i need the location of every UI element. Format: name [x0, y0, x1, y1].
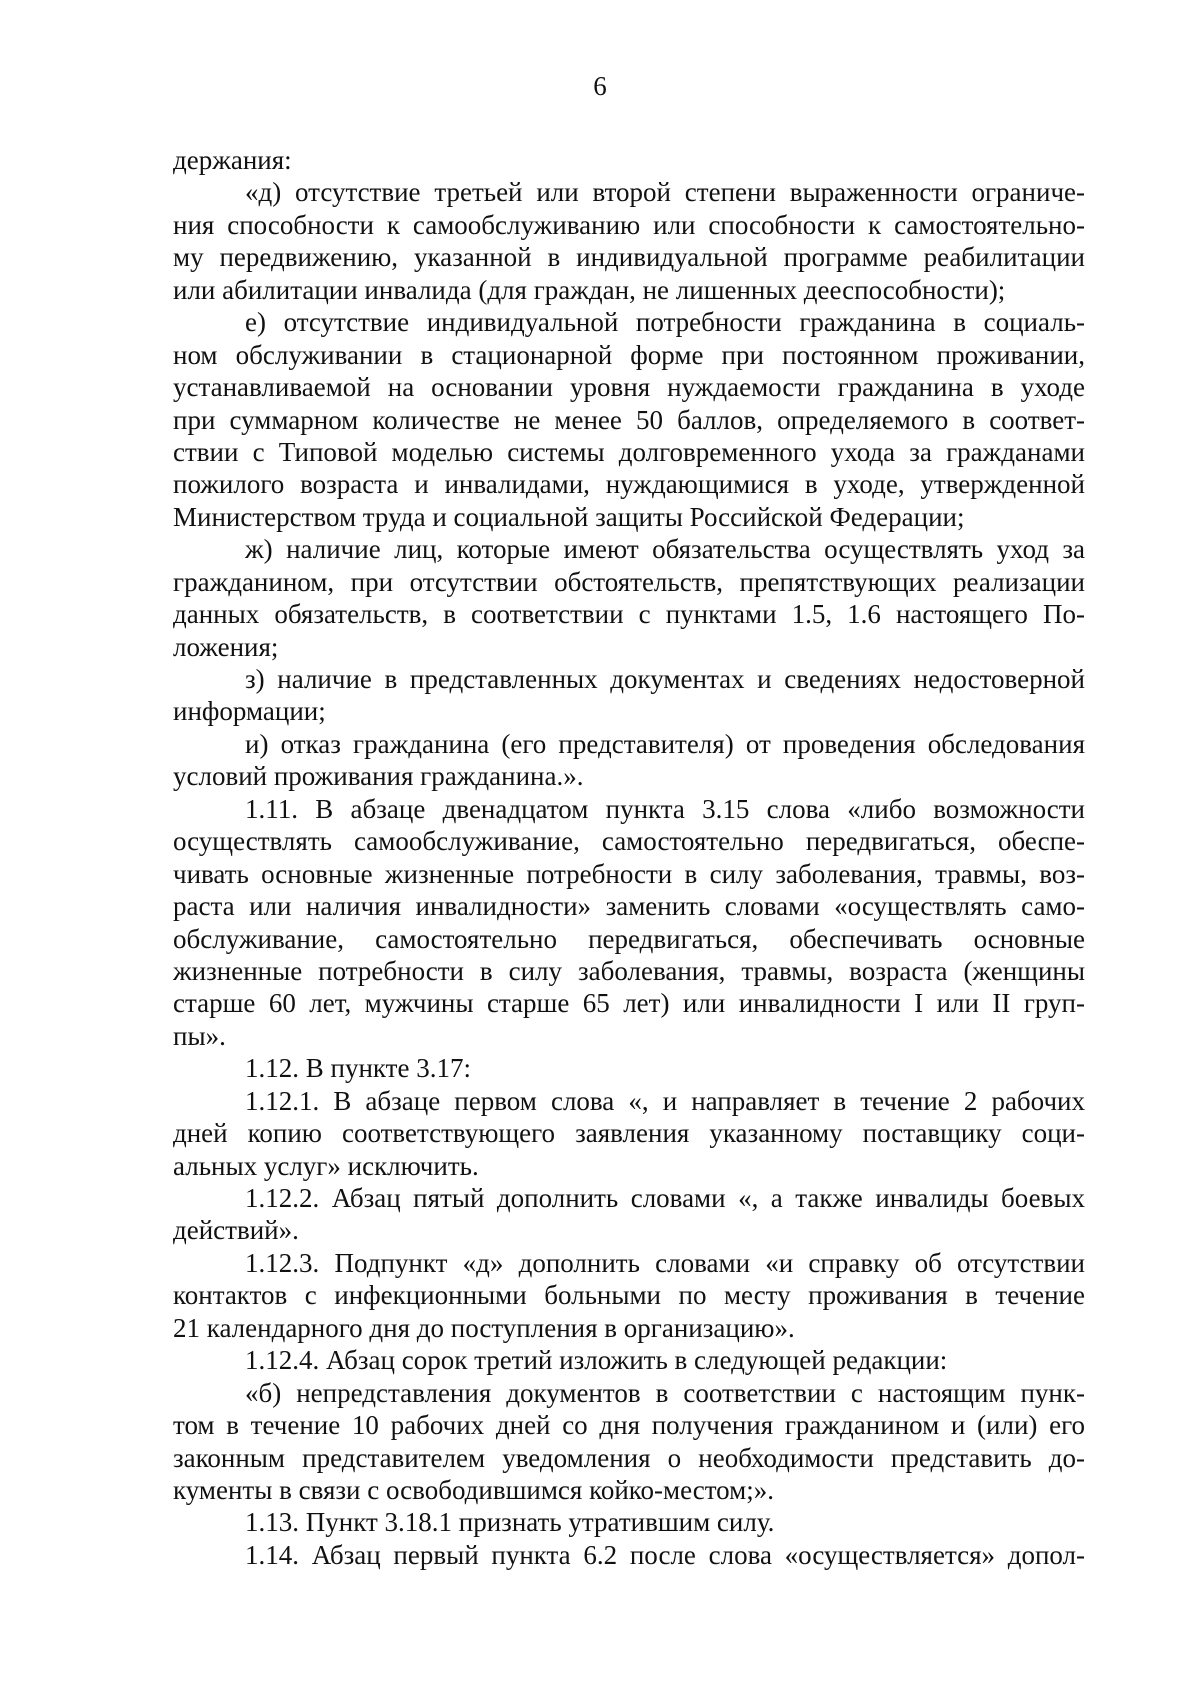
text-line: 1.12.2. Абзац пятый дополнить словами «, а также инвалиды боевых: [245, 1183, 1085, 1213]
text-line: данных обязательств, в соответствии с пунктами 1.5, 1.6 настоящего По-: [173, 599, 1085, 630]
text-line: гражданином, при отсутствии обстоятельств, препятствующих реализации: [173, 566, 1085, 597]
text-line: или абилитации инвалида (для граждан, не лишенных дееспособности);: [173, 274, 1006, 305]
text-line: действий».: [173, 1215, 299, 1246]
text-line: «б) непредставления документов в соответствии с настоящим пунк-: [245, 1377, 1085, 1408]
text-line: му передвижению, указанной в индивидуальной программе реабилитации: [173, 242, 1085, 273]
text-line: ствии с Типовой моделью системы долговременного ухода за гражданами: [173, 436, 1085, 467]
text-line: ложения;: [173, 631, 279, 662]
text-line: контактов с инфекционными больными по месту проживания в течение: [173, 1280, 1085, 1311]
text-line: 21 календарного дня до поступления в организацию».: [173, 1312, 795, 1343]
page-number: 6: [593, 71, 607, 101]
text-line: чивать основные жизненные потребности в силу заболевания, травмы, воз-: [173, 858, 1085, 889]
text-line: устанавливаемой на основании уровня нуждаемости гражданина в уходе: [173, 372, 1085, 403]
text-line: при суммарном количестве не менее 50 баллов, определяемого в соответ-: [173, 404, 1085, 435]
text-line: том в течение 10 рабочих дней со дня получения гражданином и (или) его: [173, 1410, 1085, 1441]
text-line: 1.12.3. Подпункт «д» дополнить словами «и справку об отсутствии: [245, 1247, 1085, 1278]
text-line: 1.13. Пункт 3.18.1 признать утратившим силу.: [245, 1507, 775, 1538]
text-line: альных услуг» исключить.: [173, 1150, 479, 1181]
text-line: осуществлять самообслуживание, самостоятельно передвигаться, обеспе-: [173, 826, 1085, 857]
text-line: информации;: [173, 696, 326, 727]
text-line: обслуживание, самостоятельно передвигаться, обеспечивать основные: [173, 923, 1085, 954]
text-line: ном обслуживании в стационарной форме при постоянном проживании,: [173, 339, 1085, 370]
text-line: 1.12.1. В абзаце первом слова «, и направляет в течение 2 рабочих: [245, 1085, 1085, 1116]
text-line: Министерством труда и социальной защиты Российской Федерации;: [173, 501, 965, 532]
text-line: пожилого возраста и инвалидами, нуждающимися в уходе, утвержденной: [173, 469, 1085, 500]
text-line: «д) отсутствие третьей или второй степени выраженности ограниче-: [245, 177, 1085, 208]
text-line: 1.12.4. Абзац сорок третий изложить в следующей редакции:: [245, 1345, 948, 1376]
text-line: пы».: [173, 1020, 226, 1051]
text-line: и) отказ гражданина (его представителя) от проведения обследования: [245, 728, 1085, 759]
text-line: 1.11. В абзаце двенадцатом пункта 3.15 слова «либо возможности: [245, 793, 1085, 824]
text-line: 1.12. В пункте 3.17:: [245, 1053, 471, 1084]
text-line: е) отсутствие индивидуальной потребности гражданина в социаль-: [245, 307, 1085, 338]
text-line: ния способности к самообслуживанию или способности к самостоятельно-: [173, 209, 1085, 240]
text-line: ж) наличие лиц, которые имеют обязательства осуществлять уход за: [245, 534, 1085, 565]
text-line: з) наличие в представленных документах и сведениях недостоверной: [245, 664, 1085, 694]
text-line: условий проживания гражданина.».: [173, 761, 584, 792]
text-line: держания:: [173, 145, 292, 175]
text-line: жизненные потребности в силу заболевания, травмы, возраста (женщины: [173, 955, 1085, 986]
text-line: кументы в связи с освободившимся койко-местом;».: [173, 1474, 775, 1505]
text-line: законным представителем уведомления о необходимости представить до-: [173, 1442, 1085, 1473]
text-line: старше 60 лет, мужчины старше 65 лет) или инвалидности I или II груп-: [173, 988, 1085, 1019]
document-body: [173, 144, 1085, 1571]
text-line: дней копию соответствующего заявления указанному поставщику соци-: [173, 1118, 1085, 1149]
text-line: 1.14. Абзац первый пункта 6.2 после слова «осуществляется» допол-: [245, 1539, 1085, 1570]
text-line: раста или наличия инвалидности» заменить словами «осуществлять само-: [173, 891, 1085, 922]
